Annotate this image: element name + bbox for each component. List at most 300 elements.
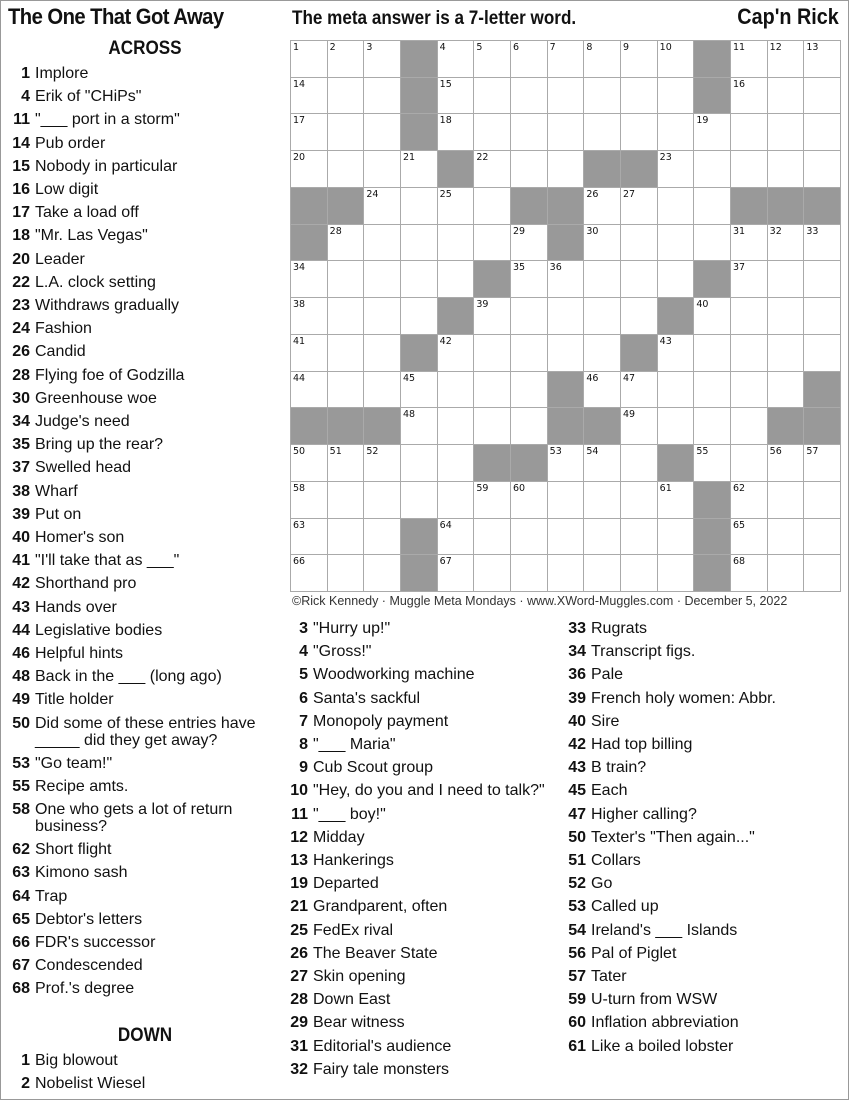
grid-cell[interactable] bbox=[328, 114, 365, 151]
across-clue[interactable] bbox=[4, 642, 284, 665]
across-clue[interactable] bbox=[4, 340, 284, 363]
down-clue[interactable] bbox=[282, 826, 562, 849]
grid-cell[interactable] bbox=[694, 225, 731, 262]
grid-cell[interactable] bbox=[694, 408, 731, 445]
grid-cell[interactable] bbox=[328, 372, 365, 409]
grid-cell[interactable] bbox=[328, 555, 365, 592]
grid-cell[interactable] bbox=[621, 188, 658, 225]
down-clue[interactable] bbox=[282, 779, 562, 802]
grid-cell[interactable] bbox=[768, 372, 805, 409]
grid-cell[interactable] bbox=[548, 78, 585, 115]
grid-cell[interactable] bbox=[328, 445, 365, 482]
grid-cell[interactable] bbox=[291, 78, 328, 115]
cell-number: 13 bbox=[806, 42, 819, 53]
grid-cell[interactable] bbox=[658, 225, 695, 262]
down-clue[interactable] bbox=[560, 965, 845, 988]
grid-cell[interactable] bbox=[731, 114, 768, 151]
cell-number: 11 bbox=[733, 42, 746, 53]
grid-cell[interactable] bbox=[694, 372, 731, 409]
grid-cell[interactable] bbox=[804, 482, 841, 519]
across-clue[interactable] bbox=[4, 954, 284, 977]
across-clue[interactable] bbox=[4, 885, 284, 908]
across-clue[interactable] bbox=[4, 775, 284, 798]
grid-cell[interactable] bbox=[658, 335, 695, 372]
down-clue[interactable] bbox=[560, 1035, 845, 1058]
grid-cell[interactable] bbox=[511, 335, 548, 372]
down-clue[interactable] bbox=[560, 640, 845, 663]
grid-cell[interactable] bbox=[474, 372, 511, 409]
across-clue[interactable] bbox=[4, 85, 284, 108]
grid-cell[interactable] bbox=[474, 114, 511, 151]
grid-cell[interactable] bbox=[511, 41, 548, 78]
clue-number: 10 bbox=[290, 782, 308, 800]
grid-cell[interactable] bbox=[804, 151, 841, 188]
black-square bbox=[694, 78, 731, 115]
down-clue[interactable] bbox=[282, 1011, 562, 1034]
clue-number: 50 bbox=[12, 714, 30, 732]
grid-cell[interactable] bbox=[511, 482, 548, 519]
grid-cell[interactable] bbox=[804, 555, 841, 592]
grid-cell[interactable] bbox=[804, 114, 841, 151]
grid-cell[interactable] bbox=[768, 151, 805, 188]
clue-text: Did some of these entries have _____ did they get away? bbox=[35, 714, 256, 749]
down-clue[interactable] bbox=[560, 756, 845, 779]
grid-cell[interactable] bbox=[548, 114, 585, 151]
grid-cell[interactable] bbox=[511, 555, 548, 592]
across-clue[interactable] bbox=[4, 977, 284, 1000]
grid-cell[interactable] bbox=[658, 151, 695, 188]
grid-cell[interactable] bbox=[511, 298, 548, 335]
down-clue[interactable] bbox=[560, 895, 845, 918]
grid-cell[interactable] bbox=[401, 261, 438, 298]
across-clue[interactable] bbox=[4, 364, 284, 387]
grid-cell[interactable] bbox=[438, 372, 475, 409]
grid-cell[interactable] bbox=[548, 41, 585, 78]
grid-cell[interactable] bbox=[658, 519, 695, 556]
grid-cell[interactable] bbox=[804, 225, 841, 262]
grid-cell[interactable] bbox=[804, 335, 841, 372]
grid-cell[interactable] bbox=[364, 445, 401, 482]
grid-cell[interactable] bbox=[621, 298, 658, 335]
grid-cell[interactable] bbox=[291, 335, 328, 372]
black-square bbox=[694, 261, 731, 298]
grid-cell[interactable] bbox=[731, 555, 768, 592]
grid-cell[interactable] bbox=[401, 482, 438, 519]
grid-cell[interactable] bbox=[621, 225, 658, 262]
grid-cell[interactable] bbox=[548, 335, 585, 372]
grid-cell[interactable] bbox=[291, 41, 328, 78]
down-clue[interactable] bbox=[560, 617, 845, 640]
grid-cell[interactable] bbox=[364, 372, 401, 409]
grid-cell[interactable] bbox=[658, 114, 695, 151]
grid-cell[interactable] bbox=[768, 555, 805, 592]
grid-cell[interactable] bbox=[584, 555, 621, 592]
down-clue[interactable] bbox=[282, 756, 562, 779]
grid-cell[interactable] bbox=[731, 519, 768, 556]
grid-cell[interactable] bbox=[768, 519, 805, 556]
down-clue[interactable] bbox=[282, 988, 562, 1011]
grid-cell[interactable] bbox=[291, 261, 328, 298]
clue-number: 11 bbox=[13, 111, 30, 129]
clue-text: Bear witness bbox=[313, 1014, 405, 1032]
grid-cell[interactable] bbox=[731, 482, 768, 519]
across-clue[interactable] bbox=[4, 572, 284, 595]
grid-cell[interactable] bbox=[694, 445, 731, 482]
grid-cell[interactable] bbox=[401, 298, 438, 335]
grid-cell[interactable] bbox=[804, 261, 841, 298]
grid-cell[interactable] bbox=[438, 261, 475, 298]
grid-cell[interactable] bbox=[768, 445, 805, 482]
clue-number: 24 bbox=[12, 320, 30, 338]
grid-cell[interactable] bbox=[694, 188, 731, 225]
down-clue[interactable] bbox=[282, 1035, 562, 1058]
grid-cell[interactable] bbox=[548, 519, 585, 556]
across-clue[interactable] bbox=[4, 62, 284, 85]
across-clue[interactable] bbox=[4, 410, 284, 433]
grid-cell[interactable] bbox=[474, 335, 511, 372]
grid-cell[interactable] bbox=[731, 41, 768, 78]
grid-cell[interactable] bbox=[438, 482, 475, 519]
clue-text: Santa's sackful bbox=[313, 689, 421, 707]
grid-cell[interactable] bbox=[328, 151, 365, 188]
across-clue[interactable] bbox=[4, 503, 284, 526]
black-square bbox=[548, 225, 585, 262]
grid-cell[interactable] bbox=[768, 261, 805, 298]
grid-cell[interactable] bbox=[768, 482, 805, 519]
grid-cell[interactable] bbox=[291, 298, 328, 335]
grid-cell[interactable] bbox=[694, 298, 731, 335]
grid-cell[interactable] bbox=[364, 151, 401, 188]
grid-cell[interactable] bbox=[658, 482, 695, 519]
grid-cell[interactable] bbox=[364, 41, 401, 78]
across-clue[interactable] bbox=[4, 619, 284, 642]
clue-text: Tater bbox=[591, 968, 627, 986]
grid-cell[interactable] bbox=[694, 114, 731, 151]
down-clue[interactable] bbox=[282, 895, 562, 918]
grid-cell[interactable] bbox=[694, 335, 731, 372]
cell-number: 58 bbox=[293, 482, 306, 494]
grid-cell[interactable] bbox=[548, 555, 585, 592]
grid-cell[interactable] bbox=[474, 41, 511, 78]
grid-cell[interactable] bbox=[328, 482, 365, 519]
across-clue[interactable] bbox=[4, 798, 284, 838]
down-clue[interactable] bbox=[282, 687, 562, 710]
grid-cell[interactable] bbox=[768, 225, 805, 262]
down-clue[interactable] bbox=[560, 1011, 845, 1034]
across-clue[interactable] bbox=[4, 752, 284, 775]
grid-cell[interactable] bbox=[511, 114, 548, 151]
across-clue[interactable] bbox=[4, 861, 284, 884]
down-clue[interactable] bbox=[282, 710, 562, 733]
grid-cell[interactable] bbox=[584, 335, 621, 372]
grid-cell[interactable] bbox=[438, 445, 475, 482]
across-clue[interactable] bbox=[4, 201, 284, 224]
grid-cell[interactable] bbox=[658, 188, 695, 225]
cell-number: 48 bbox=[403, 409, 416, 421]
clue-number: 25 bbox=[290, 921, 308, 939]
grid-cell[interactable] bbox=[731, 261, 768, 298]
across-clue[interactable] bbox=[4, 688, 284, 711]
grid-cell[interactable] bbox=[511, 151, 548, 188]
grid-cell[interactable] bbox=[658, 372, 695, 409]
down-clue[interactable] bbox=[282, 663, 562, 686]
down-clue[interactable] bbox=[282, 942, 562, 965]
grid-cell[interactable] bbox=[511, 408, 548, 445]
across-clue[interactable] bbox=[4, 317, 284, 340]
grid-cell[interactable] bbox=[731, 372, 768, 409]
grid-cell[interactable] bbox=[474, 298, 511, 335]
grid-cell[interactable] bbox=[401, 408, 438, 445]
down-clue[interactable] bbox=[4, 1072, 284, 1095]
grid-cell[interactable] bbox=[511, 78, 548, 115]
grid-cell[interactable] bbox=[474, 188, 511, 225]
across-clue[interactable] bbox=[4, 224, 284, 247]
across-clue[interactable] bbox=[4, 387, 284, 410]
clue-number: 11 bbox=[291, 805, 308, 823]
grid-cell[interactable] bbox=[474, 78, 511, 115]
clue-number: 68 bbox=[12, 980, 30, 998]
across-clue[interactable] bbox=[4, 155, 284, 178]
grid-cell[interactable] bbox=[364, 261, 401, 298]
grid-cell[interactable] bbox=[291, 555, 328, 592]
across-clue[interactable] bbox=[4, 931, 284, 954]
grid-cell[interactable] bbox=[364, 114, 401, 151]
grid-cell[interactable] bbox=[438, 41, 475, 78]
across-clue[interactable] bbox=[4, 294, 284, 317]
across-heading: ACROSS bbox=[108, 38, 182, 59]
down-clue[interactable] bbox=[560, 988, 845, 1011]
across-clue[interactable] bbox=[4, 456, 284, 479]
grid-cell[interactable] bbox=[438, 335, 475, 372]
grid-cell[interactable] bbox=[364, 335, 401, 372]
down-clue[interactable] bbox=[282, 872, 562, 895]
grid-cell[interactable] bbox=[401, 188, 438, 225]
down-clue[interactable] bbox=[560, 733, 845, 756]
down-heading: DOWN bbox=[117, 1025, 173, 1046]
grid-cell[interactable] bbox=[438, 188, 475, 225]
grid-cell[interactable] bbox=[548, 151, 585, 188]
grid-cell[interactable] bbox=[768, 298, 805, 335]
down-clue[interactable] bbox=[282, 617, 562, 640]
grid-cell[interactable] bbox=[731, 78, 768, 115]
clue-text: Hands over bbox=[35, 598, 117, 616]
grid-cell[interactable] bbox=[328, 225, 365, 262]
grid-cell[interactable] bbox=[621, 261, 658, 298]
grid-cell[interactable] bbox=[474, 151, 511, 188]
across-clue[interactable] bbox=[4, 526, 284, 549]
down-clue[interactable] bbox=[560, 919, 845, 942]
grid-cell[interactable] bbox=[621, 114, 658, 151]
grid-cell[interactable] bbox=[658, 261, 695, 298]
grid-cell[interactable] bbox=[511, 519, 548, 556]
grid-cell[interactable] bbox=[731, 298, 768, 335]
grid-cell[interactable] bbox=[621, 445, 658, 482]
grid-cell[interactable] bbox=[584, 372, 621, 409]
grid-cell[interactable] bbox=[621, 78, 658, 115]
grid-cell[interactable] bbox=[658, 555, 695, 592]
grid-cell[interactable] bbox=[328, 298, 365, 335]
grid-cell[interactable] bbox=[584, 114, 621, 151]
grid-cell[interactable] bbox=[584, 445, 621, 482]
grid-cell[interactable] bbox=[584, 261, 621, 298]
down-clue[interactable] bbox=[560, 803, 845, 826]
across-clue[interactable] bbox=[4, 178, 284, 201]
grid-cell[interactable] bbox=[364, 298, 401, 335]
grid-cell[interactable] bbox=[291, 482, 328, 519]
crossword-grid[interactable] bbox=[290, 40, 841, 592]
grid-cell[interactable] bbox=[804, 41, 841, 78]
clue-number: 63 bbox=[12, 864, 30, 882]
grid-cell[interactable] bbox=[328, 519, 365, 556]
grid-cell[interactable] bbox=[401, 445, 438, 482]
grid-cell[interactable] bbox=[621, 555, 658, 592]
grid-cell[interactable] bbox=[731, 445, 768, 482]
grid-cell[interactable] bbox=[438, 225, 475, 262]
grid-cell[interactable] bbox=[291, 114, 328, 151]
down-clue[interactable] bbox=[560, 779, 845, 802]
grid-cell[interactable] bbox=[584, 41, 621, 78]
grid-cell[interactable] bbox=[621, 519, 658, 556]
grid-cell[interactable] bbox=[584, 298, 621, 335]
down-clue-list-col3 bbox=[560, 617, 845, 1058]
grid-cell[interactable] bbox=[401, 225, 438, 262]
grid-cell[interactable] bbox=[584, 225, 621, 262]
grid-cell[interactable] bbox=[291, 372, 328, 409]
grid-cell[interactable] bbox=[511, 225, 548, 262]
grid-cell[interactable] bbox=[731, 151, 768, 188]
grid-cell[interactable] bbox=[474, 555, 511, 592]
across-clue[interactable] bbox=[4, 248, 284, 271]
grid-cell[interactable] bbox=[291, 519, 328, 556]
down-clue[interactable] bbox=[282, 640, 562, 663]
grid-cell[interactable] bbox=[364, 519, 401, 556]
grid-cell[interactable] bbox=[658, 41, 695, 78]
down-clue[interactable] bbox=[282, 965, 562, 988]
down-clue[interactable] bbox=[560, 849, 845, 872]
grid-cell[interactable] bbox=[438, 555, 475, 592]
down-clue[interactable] bbox=[560, 687, 845, 710]
grid-cell[interactable] bbox=[438, 408, 475, 445]
grid-cell[interactable] bbox=[364, 78, 401, 115]
grid-cell[interactable] bbox=[364, 482, 401, 519]
across-clue[interactable] bbox=[4, 480, 284, 503]
grid-cell[interactable] bbox=[768, 78, 805, 115]
grid-cell[interactable] bbox=[328, 261, 365, 298]
grid-cell[interactable] bbox=[804, 519, 841, 556]
grid-cell[interactable] bbox=[621, 482, 658, 519]
grid-cell[interactable] bbox=[511, 261, 548, 298]
down-clue[interactable] bbox=[282, 919, 562, 942]
down-clue[interactable] bbox=[282, 1058, 562, 1081]
down-clue[interactable] bbox=[282, 849, 562, 872]
grid-cell[interactable] bbox=[364, 225, 401, 262]
grid-cell[interactable] bbox=[584, 188, 621, 225]
down-clue[interactable] bbox=[560, 872, 845, 895]
grid-cell[interactable] bbox=[474, 225, 511, 262]
grid-cell[interactable] bbox=[291, 151, 328, 188]
clue-number: 1 bbox=[21, 65, 30, 82]
down-clue[interactable] bbox=[4, 1049, 284, 1072]
across-clue[interactable] bbox=[4, 712, 284, 752]
grid-cell[interactable] bbox=[658, 78, 695, 115]
grid-cell[interactable] bbox=[328, 335, 365, 372]
across-clue[interactable] bbox=[4, 665, 284, 688]
down-clue[interactable] bbox=[560, 826, 845, 849]
clue-number: 37 bbox=[12, 459, 30, 477]
clue-text: Skin opening bbox=[313, 968, 406, 986]
grid-cell[interactable] bbox=[328, 41, 365, 78]
down-clue[interactable] bbox=[560, 663, 845, 686]
across-clue[interactable] bbox=[4, 271, 284, 294]
cell-number: 37 bbox=[733, 262, 746, 274]
down-clue[interactable] bbox=[560, 942, 845, 965]
across-clue[interactable] bbox=[4, 549, 284, 572]
grid-cell[interactable] bbox=[731, 408, 768, 445]
grid-cell[interactable] bbox=[694, 151, 731, 188]
across-clue[interactable] bbox=[4, 596, 284, 619]
grid-cell[interactable] bbox=[474, 408, 511, 445]
grid-cell[interactable] bbox=[328, 78, 365, 115]
grid-cell[interactable] bbox=[804, 445, 841, 482]
grid-cell[interactable] bbox=[584, 519, 621, 556]
grid-cell[interactable] bbox=[438, 519, 475, 556]
grid-cell[interactable] bbox=[548, 298, 585, 335]
across-clue[interactable] bbox=[4, 433, 284, 456]
grid-cell[interactable] bbox=[291, 445, 328, 482]
grid-cell[interactable] bbox=[768, 41, 805, 78]
across-clue[interactable] bbox=[4, 108, 284, 131]
grid-cell[interactable] bbox=[548, 261, 585, 298]
grid-cell[interactable] bbox=[621, 41, 658, 78]
grid-cell[interactable] bbox=[768, 114, 805, 151]
grid-cell[interactable] bbox=[364, 555, 401, 592]
black-square bbox=[511, 188, 548, 225]
cell-number: 4 bbox=[439, 42, 446, 53]
clue-text: Wharf bbox=[35, 482, 78, 500]
grid-cell[interactable] bbox=[401, 372, 438, 409]
grid-cell[interactable] bbox=[401, 151, 438, 188]
grid-cell[interactable] bbox=[804, 298, 841, 335]
grid-cell[interactable] bbox=[584, 482, 621, 519]
across-clue[interactable] bbox=[4, 132, 284, 155]
grid-cell[interactable] bbox=[364, 188, 401, 225]
grid-cell[interactable] bbox=[474, 482, 511, 519]
cell-number: 1 bbox=[293, 42, 300, 53]
grid-cell[interactable] bbox=[768, 335, 805, 372]
grid-cell[interactable] bbox=[658, 408, 695, 445]
grid-cell[interactable] bbox=[474, 519, 511, 556]
grid-cell[interactable] bbox=[438, 114, 475, 151]
grid-cell[interactable] bbox=[548, 482, 585, 519]
clue-number: 31 bbox=[290, 1037, 308, 1055]
down-clue[interactable] bbox=[560, 710, 845, 733]
grid-cell[interactable] bbox=[621, 408, 658, 445]
down-clue[interactable] bbox=[282, 733, 562, 756]
grid-cell[interactable] bbox=[731, 225, 768, 262]
cell-number: 50 bbox=[293, 446, 306, 458]
down-clue[interactable] bbox=[282, 803, 562, 826]
grid-cell[interactable] bbox=[804, 78, 841, 115]
grid-cell[interactable] bbox=[548, 445, 585, 482]
grid-cell[interactable] bbox=[621, 372, 658, 409]
across-clue[interactable] bbox=[4, 908, 284, 931]
grid-cell[interactable] bbox=[438, 78, 475, 115]
grid-cell[interactable] bbox=[731, 335, 768, 372]
black-square bbox=[804, 408, 841, 445]
across-clue[interactable] bbox=[4, 838, 284, 861]
grid-cell[interactable] bbox=[584, 78, 621, 115]
grid-cell[interactable] bbox=[511, 372, 548, 409]
